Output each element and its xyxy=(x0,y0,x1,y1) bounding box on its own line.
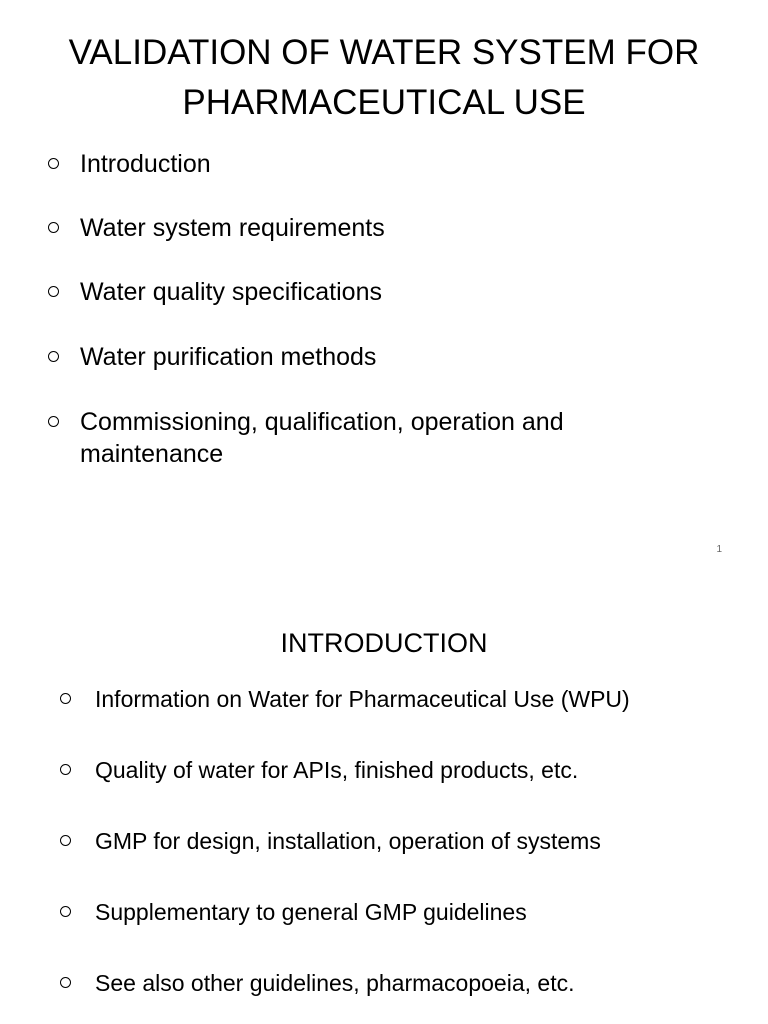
slide-2 xyxy=(0,575,768,1024)
bullet-text: Commissioning, qualification, operation and maintenance xyxy=(80,408,564,468)
bullet-text: Water purification methods xyxy=(80,343,377,371)
page-number: 1 xyxy=(716,544,722,555)
slide-title: INTRODUCTION xyxy=(280,628,488,658)
bullet-text: GMP for design, installation, operation of systems xyxy=(95,828,601,854)
bullet-text: Introduction xyxy=(80,150,211,178)
bullet-text: Supplementary to general GMP guidelines xyxy=(95,899,527,925)
hollow-circle-bullet-icon xyxy=(60,835,71,846)
hollow-circle-bullet-icon xyxy=(48,351,59,362)
bullet-text: See also other guidelines, pharmacopoeia, etc. xyxy=(95,970,575,996)
hollow-circle-bullet-icon xyxy=(48,222,59,233)
hollow-circle-bullet-icon xyxy=(60,764,71,775)
hollow-circle-bullet-icon xyxy=(60,693,71,704)
slide-title: VALIDATION OF WATER SYSTEM FOR PHARMACEUTICAL USE xyxy=(68,33,700,122)
bullet-text: Water quality specifications xyxy=(80,278,382,306)
bullet-text: Water system requirements xyxy=(80,214,385,242)
hollow-circle-bullet-icon xyxy=(60,977,71,988)
hollow-circle-bullet-icon xyxy=(48,286,59,297)
hollow-circle-bullet-icon xyxy=(48,416,59,427)
hollow-circle-bullet-icon xyxy=(48,158,59,169)
bullet-text: Information on Water for Pharmaceutical Use (WPU) xyxy=(95,686,630,712)
bullet-text: Quality of water for APIs, finished products, etc. xyxy=(95,757,579,783)
hollow-circle-bullet-icon xyxy=(60,906,71,917)
